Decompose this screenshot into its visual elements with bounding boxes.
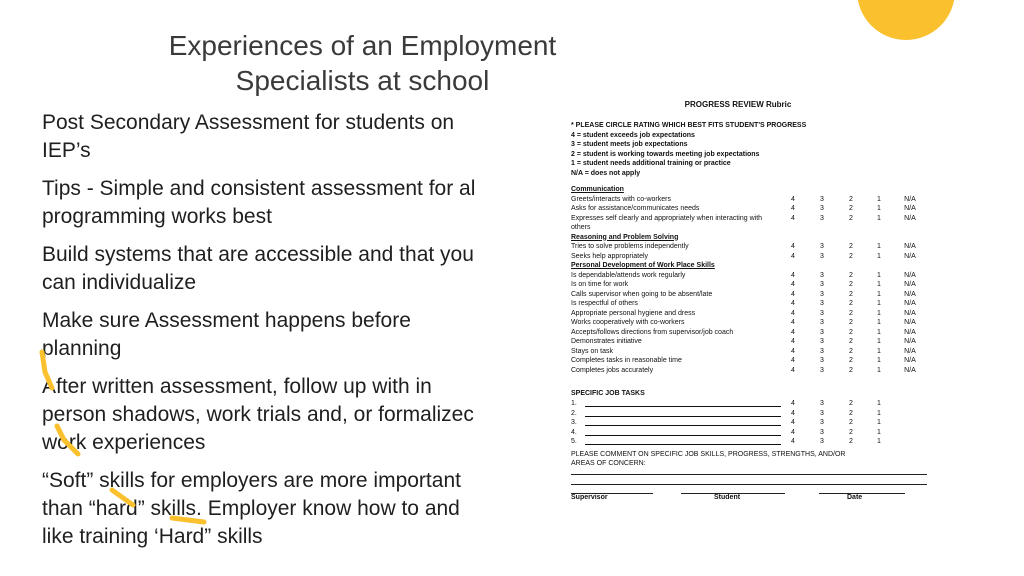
bullet-item: After written assessment, follow up with in person shadows, work trials and, or formalizec work experiences — [42, 375, 474, 454]
job-task-row — [571, 418, 931, 428]
rubric-title: PROGRESS REVIEW Rubric — [684, 100, 792, 109]
rating-option[interactable]: 2 — [849, 357, 853, 364]
rating-option[interactable]: 3 — [820, 438, 824, 445]
rubric-row — [571, 271, 931, 281]
rubric-row — [571, 347, 931, 357]
rating-option[interactable]: 1 — [877, 252, 881, 260]
rubric-row — [571, 242, 931, 252]
comment-line: PLEASE COMMENT ON SPECIFIC JOB SKILLS, PROGRESS, STRENGTHS, AND/OR — [571, 451, 846, 458]
rating-option[interactable]: N/A — [904, 309, 916, 317]
rating-option[interactable]: N/A — [904, 290, 916, 298]
rating-option[interactable]: 1 — [877, 195, 881, 203]
rubric-row — [571, 366, 931, 376]
rating-option[interactable]: 4 — [791, 243, 795, 250]
rubric-row-label: Completes tasks in reasonable time — [571, 357, 682, 364]
rubric-row — [571, 214, 931, 233]
bullet-item: Post Secondary Assessment for students on IEP’s — [42, 111, 455, 162]
rating-option[interactable]: 1 — [877, 328, 881, 336]
rubric-row-label: Seeks help appropriately — [571, 252, 649, 260]
job-task-row — [571, 437, 931, 447]
job-task-number: 1. — [571, 400, 577, 407]
rating-option[interactable]: 4 — [791, 409, 795, 417]
rating-option[interactable]: 3 — [820, 271, 824, 279]
rating-option[interactable]: 3 — [820, 300, 824, 307]
rubric-row — [571, 328, 931, 338]
rating-option[interactable]: 3 — [820, 347, 824, 355]
job-task-number: 2. — [571, 409, 577, 417]
rating-option[interactable]: 1 — [877, 214, 881, 222]
rubric-row-label: Is on time for work — [571, 281, 629, 288]
rating-option[interactable]: 4 — [791, 419, 795, 426]
job-task-blank[interactable] — [585, 416, 781, 417]
rating-option[interactable]: 2 — [849, 281, 853, 288]
rubric-row — [571, 252, 931, 262]
rating-option[interactable]: 2 — [849, 428, 853, 436]
bullet-item: Tips - Simple and consistent assessment for al programming works best — [42, 177, 476, 228]
rubric-section-heading: Communication — [571, 186, 624, 193]
rating-option[interactable]: 2 — [849, 338, 853, 345]
rubric-row-label: Calls supervisor when going to be absent/late — [571, 290, 713, 298]
rating-option[interactable]: 2 — [849, 300, 853, 307]
rating-option[interactable]: 2 — [849, 252, 853, 260]
job-task-blank[interactable] — [585, 444, 781, 445]
bullet-list — [42, 109, 517, 561]
rubric-row — [571, 195, 931, 205]
rating-option[interactable]: 2 — [849, 309, 853, 317]
rubric-section-heading: Reasoning and Problem Solving — [571, 233, 679, 241]
rating-option[interactable]: 3 — [820, 281, 824, 288]
rating-option[interactable]: 4 — [791, 428, 795, 436]
rating-option[interactable]: 4 — [791, 400, 795, 407]
job-task-blank[interactable] — [585, 435, 781, 436]
rubric-instruction-line: * PLEASE CIRCLE RATING WHICH BEST FITS STUDENT'S PROGRESS — [571, 122, 807, 129]
rating-option[interactable]: 1 — [877, 319, 881, 326]
rating-option[interactable]: N/A — [904, 281, 916, 288]
rating-option[interactable]: 3 — [820, 205, 824, 212]
rubric-instruction-line: 4 = student exceeds job expectations — [571, 131, 695, 139]
rubric-comment-prompt — [571, 450, 845, 468]
rating-option[interactable]: N/A — [904, 319, 916, 326]
rating-option[interactable]: 2 — [849, 243, 853, 250]
rating-option[interactable]: 1 — [877, 409, 881, 417]
bullet-item: “Soft” skills for employers are more important than “hard” skills. Employer know how to and like training ‘Hard” skills — [42, 469, 461, 548]
rubric-row — [571, 280, 931, 290]
rating-option[interactable]: 3 — [820, 400, 824, 407]
rating-option[interactable]: N/A — [904, 271, 916, 279]
rubric-instruction-line: 1 = student needs additional training or practice — [571, 160, 731, 167]
bullet-item: Build systems that are accessible and that you can individualize — [42, 243, 474, 294]
rating-option[interactable]: N/A — [904, 357, 916, 364]
rating-option[interactable]: N/A — [904, 214, 916, 222]
rubric-row — [571, 337, 931, 347]
rating-option[interactable]: 4 — [791, 338, 795, 345]
rating-option[interactable]: 1 — [877, 347, 881, 355]
rating-option[interactable]: N/A — [904, 205, 916, 212]
rating-option[interactable]: 2 — [849, 205, 853, 212]
rating-option[interactable]: 1 — [877, 243, 881, 250]
rubric-row-label: Works cooperatively with co-workers — [571, 319, 685, 326]
rating-option[interactable]: 1 — [877, 357, 881, 364]
rating-option[interactable]: 3 — [820, 290, 824, 298]
rating-option[interactable]: 1 — [877, 290, 881, 298]
comment-rule — [571, 474, 927, 475]
rubric-instructions — [571, 121, 806, 178]
rating-option[interactable]: 3 — [820, 357, 824, 364]
rubric-row — [571, 204, 931, 214]
rating-option[interactable]: 4 — [791, 252, 795, 260]
rubric-body — [571, 185, 931, 447]
rubric-row-label: Accepts/follows directions from supervisor/job coach — [571, 328, 734, 336]
job-task-blank[interactable] — [585, 406, 781, 407]
rating-option[interactable]: 3 — [820, 252, 824, 260]
rubric-row-label: Tries to solve problems independently — [571, 243, 689, 250]
rating-option[interactable]: 3 — [820, 309, 824, 317]
rating-option[interactable]: N/A — [904, 252, 916, 260]
rating-option[interactable]: 4 — [791, 300, 795, 307]
rating-option[interactable]: 2 — [849, 195, 853, 203]
rating-option[interactable]: 3 — [820, 428, 824, 436]
rating-option[interactable]: 4 — [791, 290, 795, 298]
page-title-line-1: Experiences of an Employment — [168, 30, 557, 61]
rating-option[interactable]: 3 — [820, 214, 824, 222]
rating-option[interactable]: N/A — [904, 366, 916, 374]
rating-option[interactable]: 3 — [820, 319, 824, 326]
rubric-row — [571, 356, 931, 366]
rubric-row-label: Is dependable/attends work regularly — [571, 271, 686, 279]
rating-option[interactable]: 1 — [877, 309, 881, 317]
rubric-row-label: Greets/interacts with co-workers — [571, 195, 671, 203]
rating-option[interactable]: 2 — [849, 419, 853, 426]
rating-option[interactable]: 2 — [849, 319, 853, 326]
rubric-row-label: Expresses self clearly and appropriately when interacting with others — [571, 214, 763, 231]
rating-option[interactable]: 2 — [849, 409, 853, 417]
rating-option[interactable]: 3 — [820, 195, 824, 203]
rating-option[interactable]: 1 — [877, 419, 881, 426]
rating-option[interactable]: 4 — [791, 366, 795, 374]
rubric-row — [571, 309, 931, 319]
job-tasks-list — [571, 399, 931, 447]
job-task-number: 4. — [571, 428, 577, 436]
rubric-instruction-line: N/A = does not apply — [571, 169, 641, 177]
rubric-row-label: Completes jobs accurately — [571, 366, 654, 374]
rating-option[interactable]: 4 — [791, 281, 795, 288]
date-label: Date — [847, 494, 863, 501]
rating-option[interactable]: 3 — [820, 243, 824, 250]
rubric-row-label: Asks for assistance/communicates needs — [571, 205, 700, 212]
job-tasks-heading: SPECIFIC JOB TASKS — [571, 390, 645, 397]
rating-option[interactable]: 1 — [877, 366, 881, 374]
rating-option[interactable]: 2 — [849, 290, 853, 298]
rubric-row — [571, 290, 931, 300]
rubric-row-label: Appropriate personal hygiene and dress — [571, 309, 696, 317]
job-task-row — [571, 409, 931, 419]
rating-option[interactable]: 4 — [791, 347, 795, 355]
page-title — [120, 28, 605, 98]
rating-option[interactable]: 4 — [791, 438, 795, 445]
supervisor-label: Supervisor — [571, 494, 608, 501]
rating-option[interactable]: 1 — [877, 438, 881, 445]
rating-option[interactable]: N/A — [904, 338, 916, 345]
rating-option[interactable]: N/A — [904, 195, 916, 203]
rating-option[interactable]: 3 — [820, 419, 824, 426]
rubric-row — [571, 299, 931, 309]
rating-option[interactable]: 1 — [877, 400, 881, 407]
job-task-blank[interactable] — [585, 425, 781, 426]
rating-option[interactable]: 4 — [791, 214, 795, 222]
rating-option[interactable]: 1 — [877, 271, 881, 279]
rubric-row-label: Is respectful of others — [571, 300, 638, 307]
rating-option[interactable]: 1 — [877, 300, 881, 307]
job-task-number: 3. — [571, 419, 577, 426]
rating-option[interactable]: 1 — [877, 338, 881, 345]
comment-rule — [571, 484, 927, 485]
rating-option[interactable]: 1 — [877, 205, 881, 212]
job-task-row — [571, 428, 931, 438]
page-title-line-2: Specialists at school — [235, 65, 490, 96]
progress-review-rubric — [558, 100, 938, 510]
rating-option[interactable]: 4 — [791, 195, 795, 203]
rating-option[interactable]: 1 — [877, 281, 881, 288]
rubric-row — [571, 318, 931, 328]
rating-option[interactable]: 1 — [877, 428, 881, 436]
rating-option[interactable]: N/A — [904, 300, 916, 307]
rating-option[interactable]: 2 — [849, 400, 853, 407]
rubric-row-label: Stays on task — [571, 347, 614, 355]
rating-option[interactable]: 2 — [849, 271, 853, 279]
rating-option[interactable]: 3 — [820, 328, 824, 336]
rating-option[interactable]: 2 — [849, 328, 853, 336]
rating-option[interactable]: 4 — [791, 309, 795, 317]
rating-option[interactable]: 3 — [820, 409, 824, 417]
decorative-yellow-circle — [857, 0, 955, 40]
rubric-instruction-line: 3 = student meets job expectations — [571, 141, 688, 148]
rubric-row-label: Demonstrates initiative — [571, 338, 642, 345]
job-task-number: 5. — [571, 438, 577, 445]
rating-option[interactable]: 4 — [791, 271, 795, 279]
rubric-sections — [571, 185, 931, 375]
rating-option[interactable]: 2 — [849, 347, 853, 355]
rating-option[interactable]: 3 — [820, 338, 824, 345]
rubric-section-heading: Personal Development of Work Place Skills — [571, 262, 715, 269]
rating-option[interactable]: 3 — [820, 366, 824, 374]
student-label: Student — [714, 494, 741, 501]
comment-line: AREAS OF CONCERN: — [571, 460, 646, 467]
rating-option[interactable]: 2 — [849, 366, 853, 374]
rating-option[interactable]: 4 — [791, 357, 795, 364]
rating-option[interactable]: 4 — [791, 328, 795, 336]
rating-option[interactable]: 4 — [791, 205, 795, 212]
rating-option[interactable]: N/A — [904, 243, 916, 250]
rating-option[interactable]: 2 — [849, 438, 853, 445]
job-task-row — [571, 399, 931, 409]
bullet-item: Make sure Assessment happens before planning — [42, 309, 411, 360]
rubric-instruction-line: 2 = student is working towards meeting job expectations — [571, 150, 760, 158]
rating-option[interactable]: 4 — [791, 319, 795, 326]
rating-option[interactable]: N/A — [904, 347, 916, 355]
rating-option[interactable]: N/A — [904, 328, 916, 336]
rating-option[interactable]: 2 — [849, 214, 853, 222]
